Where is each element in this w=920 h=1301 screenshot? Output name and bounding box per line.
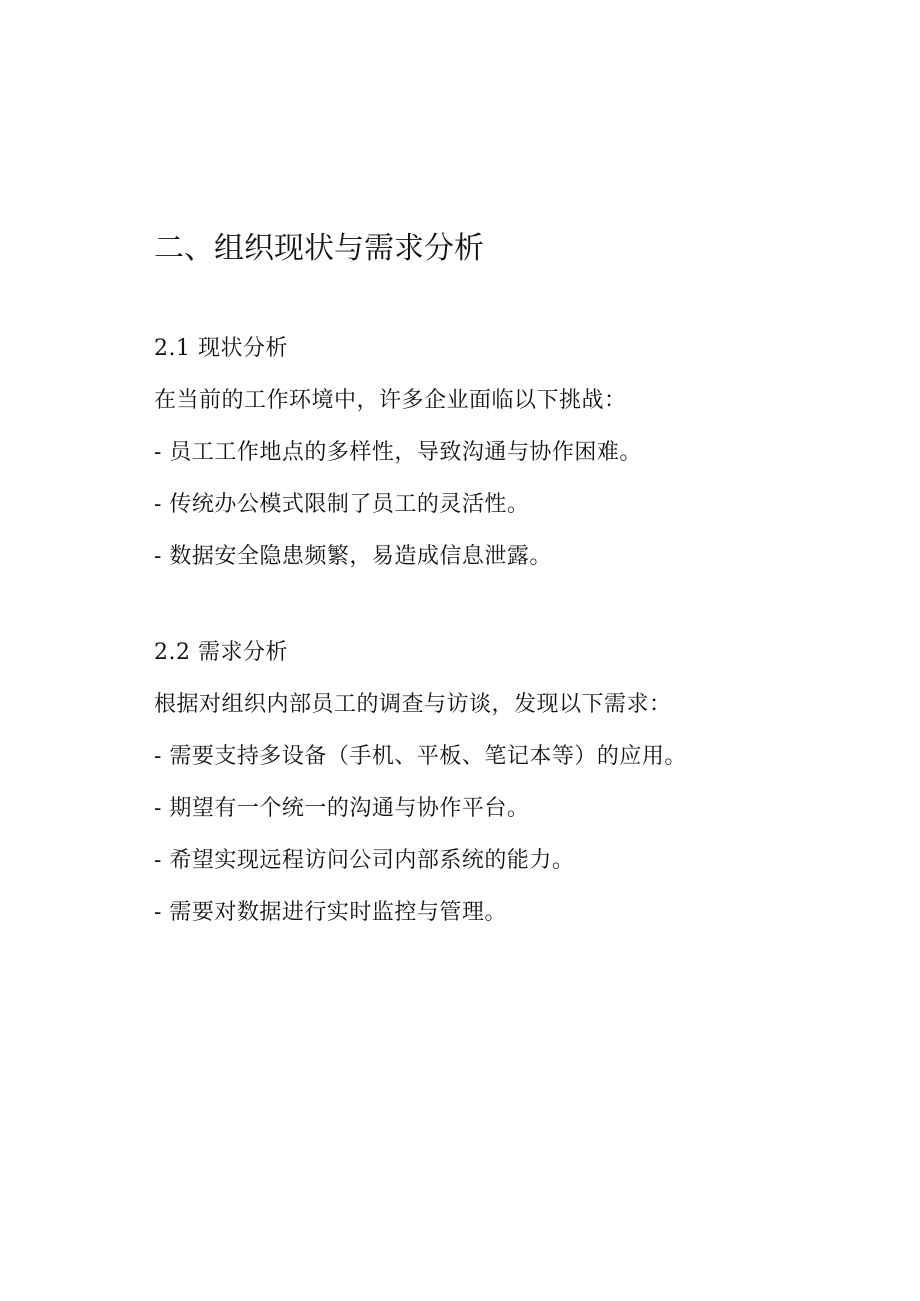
list-item: - 需要支持多设备（手机、平板、笔记本等）的应用。 [154,744,687,769]
list-item: - 期望有一个统一的沟通与协作平台。 [154,796,530,821]
list-item: - 员工工作地点的多样性，导致沟通与协作困难。 [154,440,642,465]
paragraph-intro-requirements: 根据对组织内部员工的调查与访谈，发现以下需求： [154,692,672,717]
list-item: - 传统办公模式限制了员工的灵活性。 [154,492,530,517]
subsection-heading-current-status: 2.1 现状分析 [154,336,288,361]
list-item: - 希望实现远程访问公司内部系统的能力。 [154,848,575,873]
paragraph-intro-current-status: 在当前的工作环境中，许多企业面临以下挑战： [154,388,627,413]
section-title: 二、组织现状与需求分析 [154,231,484,266]
subsection-heading-requirements: 2.2 需求分析 [154,640,288,665]
list-item: - 数据安全隐患频繁，易造成信息泄露。 [154,544,552,569]
list-item: - 需要对数据进行实时监控与管理。 [154,900,507,925]
